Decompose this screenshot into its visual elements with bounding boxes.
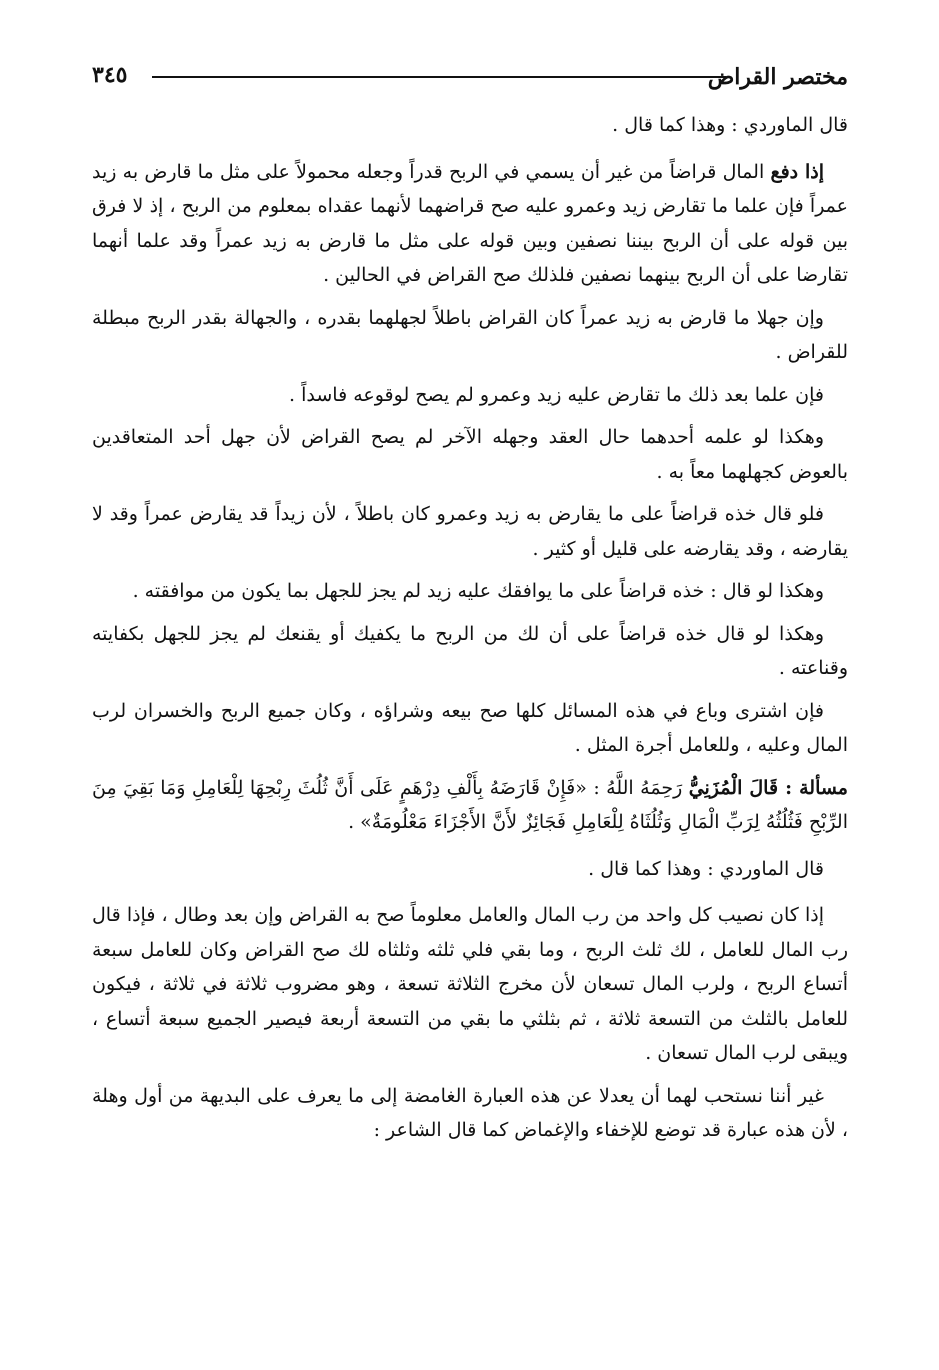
masala-paragraph: مسألة : قَالَ الْمُزَنِيُّ رَحِمَهُ اللَّهُ : «فَإِنْ قَارَضَهُ بِأَلْفِ دِرْهَمٍ عَلَى أَنَّ ثُلُثَ رِبْحِهَا لِلْعَامِلِ وَمَا بَقِيَ مِنَ الرِّبْحِ فَثُلُثُهُ لِرَبِّ الْمَالِ وَثُلُثَاهُ لِلْعَامِلِ فَجَائِزٌ لأَنَّ الأَجْزَاءَ مَعْلُومَةٌ» . bbox=[92, 776, 848, 833]
page-number: ٣٤٥ bbox=[92, 62, 128, 88]
paragraph: قال الماوردي : وهذا كما قال . bbox=[588, 857, 824, 880]
running-header bbox=[92, 58, 848, 98]
paragraph: وهكذا لو علمه أحدهما حال العقد وجهله الآخر لم يصح القراض لأن جهل أحد المتعاقدين بالعوض كجهلهما معاً به . bbox=[92, 426, 848, 483]
paragraph: وهكذا لو قال خذه قراضاً على أن لك من الربح ما يكفيك أو يقنعك لم يجز للجهل بكفايته وقناعته . bbox=[92, 622, 848, 679]
paragraph: إذا دفع المال قراضاً من غير أن يسمي في الربح قدراً وجعله محمولاً على مثل ما قارض به زيد عمراً فإن علما ما تقارض زيد وعمرو عليه صح قراضهما لأنهما عقداه بمعلوم من الربح ، إذ لا فرق بين قوله على أن الربح بيننا نصفين وبين قوله على مثل ما قارض به زيد عمراً وقد علما أنهما تقارضا على أن الربح بينهما نصفين فلذلك صح القراض في الحالين . bbox=[92, 160, 848, 286]
paragraph: فلو قال خذه قراضاً على ما يقارض به زيد وعمرو كان باطلاً ، لأن زيداً قد يقارض عمراً وقد لا يقارضه ، وقد يقارضه على قليل أو كثير . bbox=[92, 503, 848, 560]
paragraph: غير أننا نستحب لهما أن يعدلا عن هذه العبارة الغامضة إلى ما يعرف على البديهة من أول وهلة ، لأن هذه عبارة قد توضع للإخفاء والإغماض كما قال الشاعر : bbox=[92, 1084, 848, 1141]
paragraph-lead: مسألة : قَالَ الْمُزَنِيُّ bbox=[688, 776, 848, 799]
paragraph: فإن علما بعد ذلك ما تقارض عليه زيد وعمرو لم يصح لوقوعه فاسداً . bbox=[289, 383, 824, 406]
paragraph: وإن جهلا ما قارض به زيد عمراً كان القراض باطلاً لجهلهما بقدره ، والجهالة بقدر الربح مبطلة للقراض . bbox=[92, 306, 848, 363]
paragraph: وهكذا لو قال : خذه قراضاً على ما يوافقك عليه زيد لم يجز للجهل بما يكون من موافقته . bbox=[132, 580, 824, 602]
page-body bbox=[92, 108, 848, 1156]
header-rule bbox=[152, 76, 726, 78]
paragraph: فإن اشترى وباع في هذه المسائل كلها صح بيعه وشراؤه ، وكان جميع الربح والخسران لرب المال وعليه ، وللعامل أجرة المثل . bbox=[92, 699, 848, 756]
paragraph: إذا كان نصيب كل واحد من رب المال والعامل معلوماً صح به القراض وإن بعد وطال ، فإذا قال رب المال للعامل ، لك ثلث الربح ، وما بقي فلي ثلثه وثلثاه لك صح القراض وكان للعامل سبعة أتساع الربح ، ولرب المال تسعان لأن مخرج الثلاثة تسعة ، وهو مضروب ثلاثة في ثلاثة ، فيكون للعامل بالثلث من التسعة ثلاثة ، ثم بثلثي ما بقي من التسعة أربعة فيصير الجميع سبعة أتساع ، ويبقى لرب المال تسعان . bbox=[92, 904, 848, 1064]
paragraph: قال الماوردي : وهذا كما قال . bbox=[612, 114, 848, 136]
header-title: مختصر القراض bbox=[707, 64, 848, 90]
paragraph-lead: إذا دفع bbox=[770, 160, 824, 183]
